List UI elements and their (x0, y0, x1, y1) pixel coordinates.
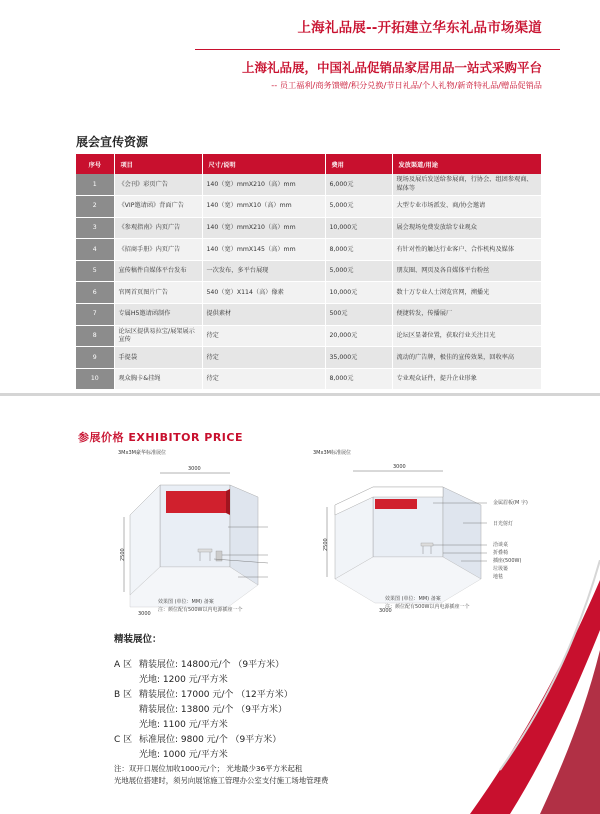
row-item: 宣传稿件自媒体平台发布 (114, 260, 202, 282)
price-line (114, 688, 293, 703)
row-size: 待定 (202, 368, 325, 390)
row-size: 140（宽）mmX10（高）mm (202, 196, 325, 218)
price-line (114, 733, 293, 748)
callout-spotlight: 日光射灯 (493, 521, 514, 527)
row-item: 专属H5邀请函制作 (114, 304, 202, 326)
table-row (76, 239, 542, 261)
price-zone: A 区 (114, 660, 133, 670)
promo-table (76, 154, 542, 390)
row-item: 《招商手册》内页广告 (114, 239, 202, 261)
col-header-no: 序号 (76, 154, 114, 174)
row-size: 140（宽）mmX145（高）mm (202, 239, 325, 261)
row-fee: 20,000元 (325, 325, 392, 347)
row-use: 流动的广告牌，极佳的宣传效果，回收率高 (392, 347, 542, 369)
header-divider (195, 49, 560, 50)
row-use: 有针对性的触达行业客户、合作机构及媒体 (392, 239, 542, 261)
price-zone: C 区 (114, 735, 133, 745)
note-line-1: 注：双开口展位加收1000元/个； 光地最少36平方米起租 (114, 764, 303, 773)
dim-top-right: 3000 (393, 464, 406, 470)
row-no: 3 (76, 217, 114, 239)
col-header-item: 项目 (114, 154, 202, 174)
booth-right-note2: 注：颜位配有500W以内电源插座一个 (385, 604, 470, 610)
price-line (114, 748, 293, 763)
table-row (76, 347, 542, 369)
header-categories: -- 员工福利/商务馈赠/积分兑换/节日礼品/个人礼物/新奇特礼品/赠品促销品 (271, 80, 542, 90)
row-use: 展会现场免费发放给专业观众 (392, 217, 542, 239)
booth-right-label: 3Mx3M标准展位 (313, 450, 351, 456)
table-row (76, 174, 542, 196)
callout-table: 洽谈桌 (493, 542, 509, 548)
price-line (114, 658, 293, 673)
row-use: 便捷转发，传播展厂 (392, 304, 542, 326)
header-subtitle: 上海礼品展，中国礼品促销品家居用品一站式采购平台 (241, 60, 542, 75)
row-size: 140（宽）mmX210（高）mm (202, 174, 325, 196)
price-heading: 精装展位： (114, 634, 162, 645)
callout-bin: 垃圾篓 (493, 566, 509, 572)
row-no: 2 (76, 196, 114, 218)
header (0, 0, 600, 120)
row-fee: 5,000元 (325, 196, 392, 218)
callout-chair: 折叠椅 (493, 550, 509, 556)
promo-section-title: 展会宣传资源 (76, 135, 149, 149)
price-line (114, 703, 293, 718)
booth-left-note2: 注：颜位配有500W以内电源插座一个 (158, 607, 243, 613)
row-size: 提供素材 (202, 304, 325, 326)
exhibitor-section-title: 参展价格 EXHIBITOR PRICE (78, 431, 243, 444)
dim-left-right: 2500 (323, 538, 329, 551)
price-line (114, 718, 293, 733)
price-line (114, 673, 293, 688)
price-zone: B 区 (114, 690, 133, 700)
price-text: 精装展位: 14800元/个 （9平方米） (139, 660, 285, 670)
table-row (76, 217, 542, 239)
header-title: 上海礼品展--开拓建立华东礼品市场渠道 (297, 20, 542, 36)
booth-diagram-luxury (118, 449, 328, 619)
callout-carpet: 地毯 (493, 574, 504, 580)
row-no: 7 (76, 304, 114, 326)
table-row (76, 368, 542, 390)
table-row (76, 304, 542, 326)
row-item: 手提袋 (114, 347, 202, 369)
section-divider (0, 393, 600, 396)
row-size: 待定 (202, 347, 325, 369)
booth-left-illustration (118, 457, 328, 617)
row-no: 4 (76, 239, 114, 261)
row-size: 待定 (202, 325, 325, 347)
table-row (76, 260, 542, 282)
price-text: 精装展位: 13800 元/个 （9平方米） (139, 705, 288, 715)
row-fee: 6,000元 (325, 174, 392, 196)
row-no: 9 (76, 347, 114, 369)
table-row (76, 196, 542, 218)
row-fee: 500元 (325, 304, 392, 326)
row-use: 专业观众证件，提升企业形象 (392, 368, 542, 390)
row-fee: 5,000元 (325, 260, 392, 282)
row-use: 大型专业市场派发、商/协会邀请 (392, 196, 542, 218)
row-size: 140（宽）mmX210（高）mm (202, 217, 325, 239)
col-header-fee: 费用 (325, 154, 392, 174)
price-text: 精装展位: 17000 元/个 （12平方米） (139, 690, 293, 700)
row-no: 5 (76, 260, 114, 282)
row-size: 540（宽）X114（高）像素 (202, 282, 325, 304)
row-use: 朋友圈、网页及各自媒体平台粉丝 (392, 260, 542, 282)
row-item: 《VIP邀请函》背面广告 (114, 196, 202, 218)
col-header-use: 发放渠道/用途 (392, 154, 542, 174)
row-fee: 10,000元 (325, 217, 392, 239)
table-row (76, 325, 542, 347)
row-no: 10 (76, 368, 114, 390)
row-no: 8 (76, 325, 114, 347)
dim-left: 2500 (120, 548, 126, 561)
row-no: 1 (76, 174, 114, 196)
note-line-2: 光地展位搭建时，须另向展馆施工管理办公室支付施工场地管理费 (114, 776, 329, 785)
row-item: 官网首页图片广告 (114, 282, 202, 304)
price-notes (114, 763, 328, 787)
row-item: 《参观指南》内页广告 (114, 217, 202, 239)
callout-fascia: 金属眉板(M 字) (493, 500, 528, 506)
row-item: 论坛区提供易拉宝/展架展示宣传 (114, 325, 202, 347)
callout-socket: 插座(500W) (493, 558, 522, 564)
row-use: 数十万专业人士浏览官网，溯播光 (392, 282, 542, 304)
dim-bottom: 3000 (138, 611, 151, 617)
col-header-size: 尺寸/说明 (202, 154, 325, 174)
booth-left-label: 3Mx3M豪华标准展位 (118, 450, 166, 456)
row-fee: 10,000元 (325, 282, 392, 304)
row-item: 《会刊》彩页广告 (114, 174, 202, 196)
booth-right-note1: 效果图 (单位：MM) 备案 (385, 596, 441, 602)
row-fee: 8,000元 (325, 368, 392, 390)
booth-left-note1: 效果图 (单位：MM) 备案 (158, 599, 214, 605)
dim-top: 3000 (188, 466, 201, 472)
dim-bottom-right: 3000 (379, 608, 392, 614)
table-row (76, 282, 542, 304)
row-no: 6 (76, 282, 114, 304)
row-item: 观众胸卡&挂绳 (114, 368, 202, 390)
row-fee: 35,000元 (325, 347, 392, 369)
row-use: 现场及展后发送给参展商，行协会、组团参观商、媒体等 (392, 174, 542, 196)
row-fee: 8,000元 (325, 239, 392, 261)
price-text: 光地: 1100 元/平方米 (139, 720, 228, 730)
table-header-row (76, 154, 542, 174)
price-list (114, 631, 293, 763)
decorative-swoosh (460, 560, 600, 814)
row-use: 论坛区显著位置，获取行业关注目光 (392, 325, 542, 347)
price-text: 标准展位: 9800 元/个 （9平方米） (139, 735, 282, 745)
price-text: 光地: 1000 元/平方米 (139, 750, 228, 760)
price-text: 光地: 1200 元/平方米 (139, 675, 228, 685)
row-size: 一次发布，多平台展现 (202, 260, 325, 282)
